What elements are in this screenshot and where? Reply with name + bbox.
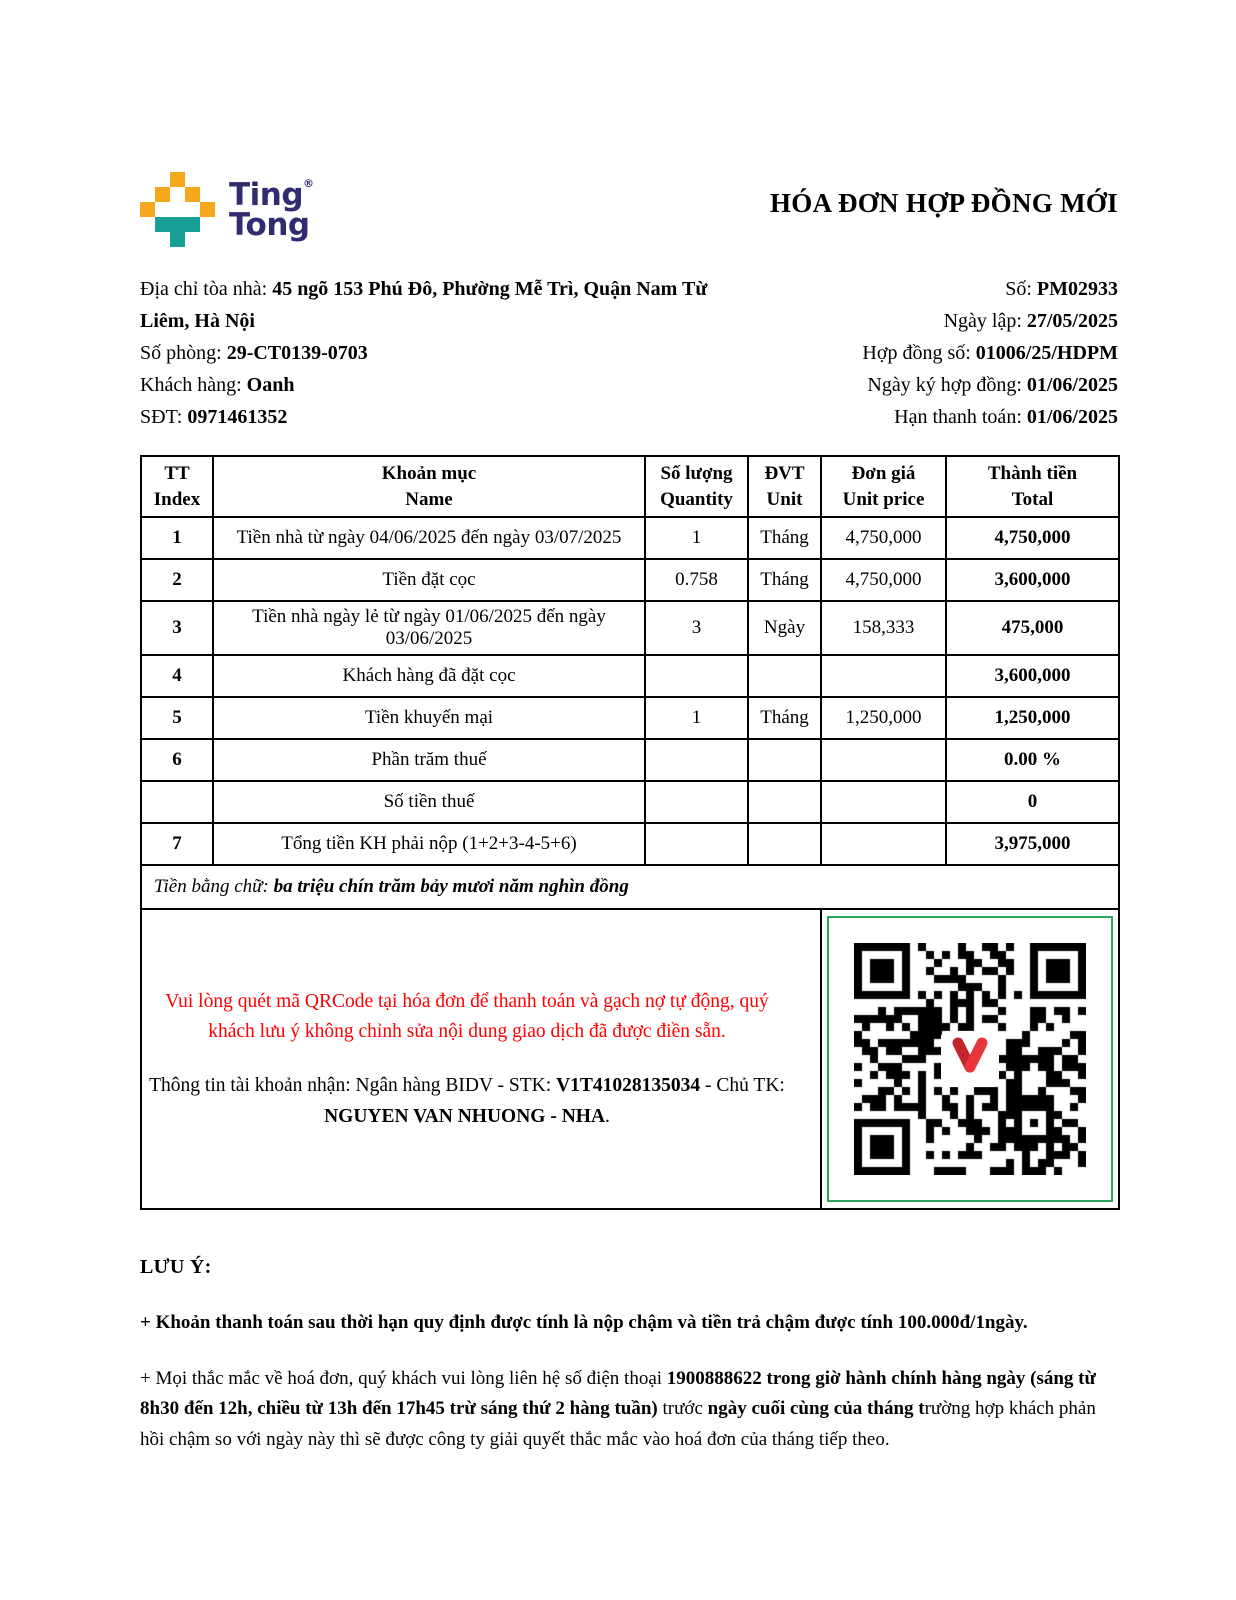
invoice-meta [862,273,1118,433]
cell-quantity [645,781,748,823]
bank-account-info: Thông tin tài khoản nhận: Ngân hàng BIDV - STK: V1T41028135034 - Chủ TK: NGUYEN VAN NHUONG - NHA. [149,1075,785,1127]
cell-index: 6 [141,739,213,781]
cell-unit-price [821,655,946,697]
cell-unit-price [821,823,946,865]
table-row [141,739,1119,781]
cell-total: 0 [946,781,1119,823]
info-line [140,401,715,433]
cell-name: Tổng tiền KH phải nộp (1+2+3-4-5+6) [213,823,645,865]
payment-row [141,909,1119,1209]
registered-mark: ® [303,177,314,191]
page-title: HÓA ĐƠN HỢP ĐỒNG MỚI [769,188,1118,218]
cell-unit [748,739,821,781]
cell-index: 1 [141,517,213,559]
col-header-name: Khoản mục Name [213,456,645,517]
late-payment-note: + Khoản thanh toán sau thời hạn quy định được tính là nộp chậm và tiền trả chậm được tính 100.000đ/1ngày. [140,1312,1028,1334]
cell-index: 5 [141,697,213,739]
info-line [862,401,1118,433]
info-line [140,369,715,401]
info-label: Ngày ký hợp đồng: [867,374,1027,396]
info-line [862,273,1118,305]
info-label: Địa chỉ tòa nhà: [140,278,273,300]
cell-total: 475,000 [946,601,1119,655]
qr-payment-note: Vui lòng quét mã QRCode tại hóa đơn để thanh toán và gạch nợ tự động, quý khách lưu ý không chỉnh sửa nội dung giao dịch đã được điền sẵn. [165,990,769,1043]
cell-quantity: 3 [645,601,748,655]
cell-unit-price: 158,333 [821,601,946,655]
cell-index: 4 [141,655,213,697]
qr-code-frame [827,916,1113,1202]
cell-name: Tiền đặt cọc [213,559,645,601]
table-row [141,781,1119,823]
info-value: Oanh [246,374,295,396]
table-row [141,601,1119,655]
info-line [862,337,1118,369]
invoice-info [140,273,1118,433]
info-label: Ngày lập: [943,310,1027,332]
cell-unit [748,655,821,697]
cell-total: 4,750,000 [946,517,1119,559]
col-header-quantity: Số lượng Quantity [645,456,748,517]
cell-total: 0.00 % [946,739,1119,781]
cell-name: Tiền nhà ngày lẻ từ ngày 01/06/2025 đến ngày 03/06/2025 [213,601,645,655]
col-header-unit: ĐVT Unit [748,456,821,517]
info-value: 27/05/2025 [1026,310,1118,332]
contact-note: + Mọi thắc mắc về hoá đơn, quý khách vui lòng liên hệ số điện thoại 1900888622 trong giờ hành chính hàng ngày (sáng từ 8h30 đến 12h, chiều từ 13h đến 17h45 trừ sáng thứ 2 hàng tuần) trước ngày cuối cùng của tháng trường hợp khách phản hồi chậm so với ngày này thì sẽ được công ty giải quyết thắc mắc vào hoá đơn của tháng tiếp theo. [140,1367,1096,1450]
table-row [141,559,1119,601]
invoice-table-header [141,456,1119,517]
info-value: PM02933 [1036,278,1118,300]
cell-unit-price [821,739,946,781]
cell-quantity [645,823,748,865]
v-logo-icon [941,1031,999,1087]
cell-unit-price [821,781,946,823]
invoice-table-body [141,517,1119,865]
cell-index [141,781,213,823]
cell-quantity: 1 [645,697,748,739]
info-line [862,305,1118,337]
qr-code-cell [821,909,1119,1209]
cell-name: Khách hàng đã đặt cọc [213,655,645,697]
cell-unit: Tháng [748,517,821,559]
cell-quantity: 0.758 [645,559,748,601]
cell-total: 3,600,000 [946,655,1119,697]
info-value: 29-CT0139-0703 [226,342,368,364]
cell-unit: Tháng [748,559,821,601]
cell-total: 1,250,000 [946,697,1119,739]
amount-in-words-row [141,865,1119,909]
info-value: 01006/25/HDPM [975,342,1118,364]
cell-index: 2 [141,559,213,601]
cell-total: 3,600,000 [946,559,1119,601]
info-label: Số: [1005,278,1037,300]
header [140,172,1118,247]
info-label: Số phòng: [140,342,227,364]
cell-name: Phần trăm thuế [213,739,645,781]
col-header-total: Thành tiền Total [946,456,1119,517]
table-row [141,823,1119,865]
info-value: 0971461352 [187,406,288,428]
cell-index: 7 [141,823,213,865]
amount-in-words-label: Tiền bằng chữ: [154,876,274,898]
cell-index: 3 [141,601,213,655]
payment-instructions-cell [141,909,821,1209]
table-row [141,697,1119,739]
brand-name-top: Ting [229,177,304,214]
info-label: Hợp đồng số: [862,342,976,364]
cell-quantity [645,739,748,781]
cell-unit-price: 4,750,000 [821,559,946,601]
info-value: 01/06/2025 [1026,374,1118,396]
table-row [141,655,1119,697]
notes-heading: LƯU Ý: [140,1256,212,1279]
tingtong-logo-icon [140,172,215,247]
cell-name: Số tiền thuế [213,781,645,823]
cell-name: Tiền khuyến mại [213,697,645,739]
footer-notes [140,1256,1118,1455]
amount-in-words-value: ba triệu chín trăm bảy mươi năm nghìn đồng [273,876,629,898]
info-line [862,369,1118,401]
cell-name: Tiền nhà từ ngày 04/06/2025 đến ngày 03/07/2025 [213,517,645,559]
tingtong-logo [140,172,314,247]
info-line [140,337,715,369]
cell-unit: Ngày [748,601,821,655]
info-value: 01/06/2025 [1026,406,1118,428]
tingtong-wordmark [229,177,314,243]
cell-unit [748,823,821,865]
col-header-index: TT Index [141,456,213,517]
info-label: SĐT: [140,406,188,428]
brand-name-bottom: Tong [229,206,310,243]
cell-quantity [645,655,748,697]
info-label: Khách hàng: [140,374,247,396]
info-value: 45 ngõ 153 Phú Đô, Phường Mễ Trì, Quận Nam Từ Liêm, Hà Nội [140,278,708,332]
col-header-unit-price: Đơn giá Unit price [821,456,946,517]
cell-total: 3,975,000 [946,823,1119,865]
customer-info [140,273,715,433]
table-row [141,517,1119,559]
cell-unit [748,781,821,823]
cell-unit: Tháng [748,697,821,739]
amount-in-words [141,865,1119,909]
info-line [140,273,715,337]
info-label: Hạn thanh toán: [894,406,1027,428]
invoice-table [140,455,1120,1210]
cell-unit-price: 1,250,000 [821,697,946,739]
cell-unit-price: 4,750,000 [821,517,946,559]
cell-quantity: 1 [645,517,748,559]
